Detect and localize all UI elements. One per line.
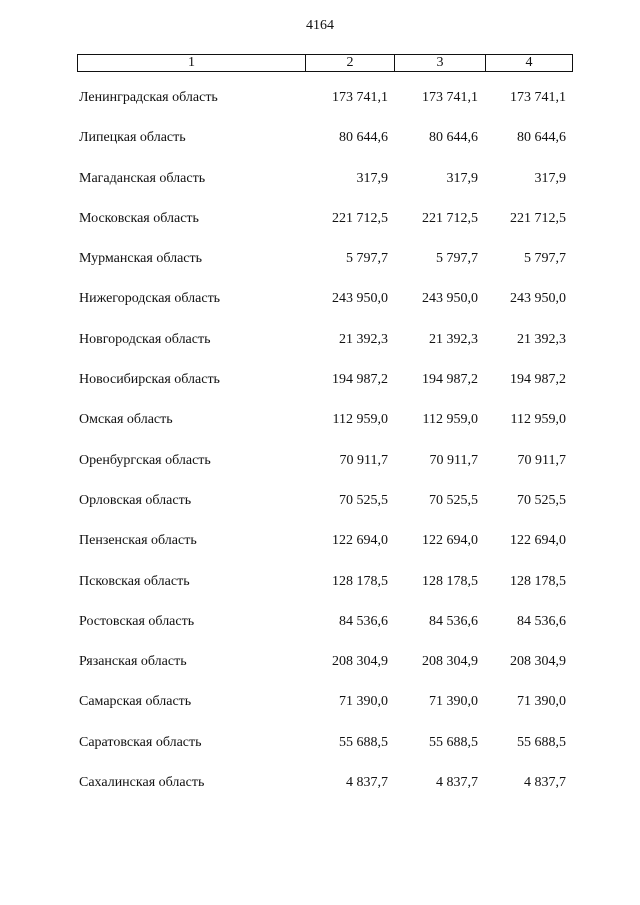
value-column-3: 122 694,0 — [422, 533, 478, 549]
value-column-4: 208 304,9 — [510, 654, 566, 670]
value-column-2: 5 797,7 — [346, 251, 388, 267]
value-column-4: 4 837,7 — [524, 775, 566, 791]
table-row — [0, 533, 640, 573]
column-header-1: 1 — [78, 55, 306, 71]
value-column-3: 208 304,9 — [422, 654, 478, 670]
value-column-4: 112 959,0 — [510, 412, 566, 428]
value-column-4: 243 950,0 — [510, 291, 566, 307]
value-column-2: 55 688,5 — [339, 734, 388, 750]
table-body — [0, 90, 640, 815]
value-column-4: 173 741,1 — [510, 90, 566, 105]
region-name: Псковская область — [79, 573, 190, 589]
table-row — [0, 735, 640, 775]
value-column-4: 71 390,0 — [517, 694, 566, 710]
value-column-2: 70 525,5 — [339, 492, 388, 508]
value-column-4: 128 178,5 — [510, 573, 566, 589]
value-column-4: 317,9 — [534, 170, 566, 186]
region-name: Мурманская область — [79, 251, 203, 267]
value-column-3: 221 712,5 — [422, 210, 478, 226]
region-name: Липецкая область — [79, 130, 186, 146]
value-column-2: 21 392,3 — [339, 331, 388, 347]
region-name: Пензенская область — [79, 533, 197, 549]
value-column-4: 221 712,5 — [510, 210, 566, 226]
value-column-2: 71 390,0 — [339, 694, 388, 710]
region-name: Орловская область — [79, 492, 192, 508]
table-row — [0, 775, 640, 815]
table-row — [0, 251, 640, 291]
value-column-4: 194 987,2 — [510, 372, 566, 388]
region-name: Рязанская область — [79, 654, 187, 670]
column-header-3: 3 — [395, 55, 486, 71]
value-column-2: 128 178,5 — [332, 573, 388, 589]
value-column-4: 80 644,6 — [517, 130, 566, 146]
value-column-2: 80 644,6 — [339, 130, 388, 146]
value-column-3: 55 688,5 — [429, 734, 478, 750]
column-header-2: 2 — [306, 55, 395, 71]
value-column-2: 70 911,7 — [339, 452, 388, 468]
table-row — [0, 453, 640, 493]
value-column-3: 80 644,6 — [429, 130, 478, 146]
value-column-2: 112 959,0 — [332, 412, 388, 428]
value-column-3: 173 741,1 — [422, 90, 478, 105]
region-name: Магаданская область — [79, 170, 206, 186]
value-column-3: 84 536,6 — [429, 613, 478, 629]
value-column-3: 194 987,2 — [422, 372, 478, 388]
region-name: Московская область — [79, 210, 199, 226]
table-row — [0, 291, 640, 331]
value-column-4: 70 525,5 — [517, 492, 566, 508]
value-column-3: 112 959,0 — [422, 412, 478, 428]
value-column-4: 55 688,5 — [517, 734, 566, 750]
region-name: Ростовская область — [79, 613, 195, 629]
table-row — [0, 654, 640, 694]
table-row — [0, 90, 640, 130]
value-column-2: 84 536,6 — [339, 613, 388, 629]
value-column-3: 71 390,0 — [429, 694, 478, 710]
value-column-3: 21 392,3 — [429, 331, 478, 347]
value-column-2: 317,9 — [356, 170, 388, 186]
value-column-4: 70 911,7 — [517, 452, 566, 468]
region-name: Новгородская область — [79, 331, 211, 347]
table-row — [0, 211, 640, 251]
table-row — [0, 614, 640, 654]
region-name: Самарская область — [79, 694, 192, 710]
value-column-4: 21 392,3 — [517, 331, 566, 347]
table-row — [0, 493, 640, 533]
value-column-2: 4 837,7 — [346, 775, 388, 791]
region-name: Омская область — [79, 412, 173, 428]
region-name: Новосибирская область — [79, 372, 220, 388]
value-column-2: 194 987,2 — [332, 372, 388, 388]
value-column-2: 208 304,9 — [332, 654, 388, 670]
page-number: 4164 — [306, 18, 334, 33]
value-column-2: 122 694,0 — [332, 533, 388, 549]
value-column-4: 5 797,7 — [524, 251, 566, 267]
region-name: Оренбургская область — [79, 452, 211, 468]
value-column-4: 122 694,0 — [510, 533, 566, 549]
value-column-3: 243 950,0 — [422, 291, 478, 307]
region-name: Сахалинская область — [79, 775, 205, 791]
table-row — [0, 171, 640, 211]
table-row — [0, 574, 640, 614]
value-column-2: 243 950,0 — [332, 291, 388, 307]
value-column-2: 173 741,1 — [332, 90, 388, 105]
table-row — [0, 332, 640, 372]
region-name: Ленинградская область — [79, 90, 218, 105]
table-row — [0, 372, 640, 412]
table-row — [0, 412, 640, 452]
region-name: Саратовская область — [79, 734, 202, 750]
column-header-4: 4 — [525, 55, 533, 70]
value-column-3: 317,9 — [446, 170, 478, 186]
value-column-3: 70 525,5 — [429, 492, 478, 508]
region-name: Нижегородская область — [79, 291, 221, 307]
value-column-3: 4 837,7 — [436, 775, 478, 791]
table-row — [0, 694, 640, 734]
value-column-3: 70 911,7 — [429, 452, 478, 468]
value-column-3: 128 178,5 — [422, 573, 478, 589]
value-column-4: 84 536,6 — [517, 613, 566, 629]
column-header-row — [77, 54, 573, 72]
value-column-2: 221 712,5 — [332, 210, 388, 226]
table-row — [0, 130, 640, 170]
value-column-3: 5 797,7 — [436, 251, 478, 267]
